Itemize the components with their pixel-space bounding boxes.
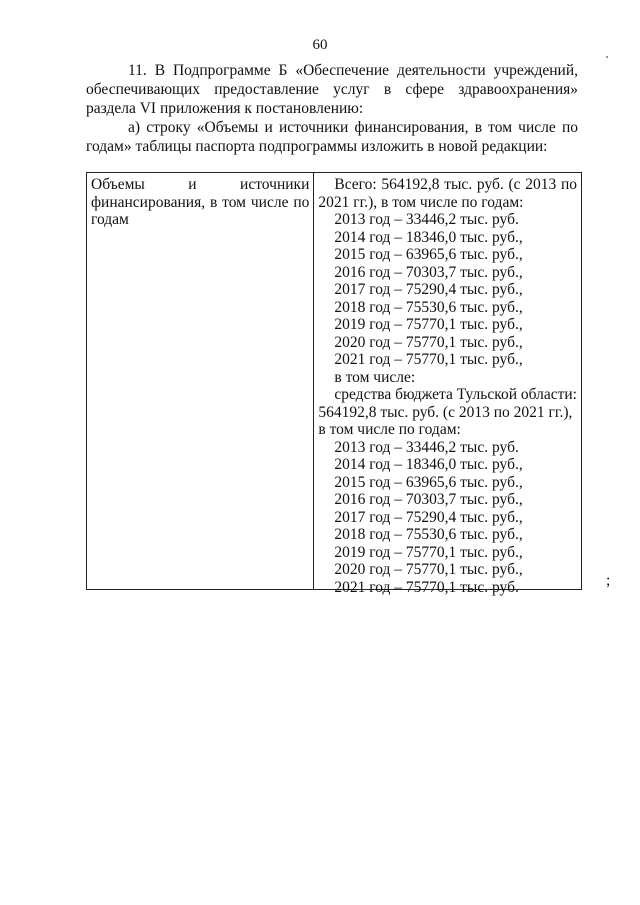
year-line: 2021 год – 75770,1 тыс. руб., <box>334 351 523 368</box>
year-line: 2019 год – 75770,1 тыс. руб., <box>334 316 523 333</box>
budget-year-line: 2017 год – 75290,4 тыс. руб., <box>334 508 523 526</box>
including-line: в том числе: <box>334 368 416 386</box>
passport-table <box>86 172 582 596</box>
budget-year-line: 2021 год – 75770,1 тыс. руб. <box>334 578 519 596</box>
budget-year-line: 2013 год – 33446,2 тыс. руб. <box>334 438 519 456</box>
paragraph-item-11: 11. В Подпрограмме Б «Обеспечение деятельности учреждений, обеспечивающих предоставление услуг в сфере здравоохранения» раздела VI приложения к постановлению: <box>86 62 578 117</box>
label-line: годам <box>91 211 129 228</box>
label-line: Объемы и источники <box>91 176 310 193</box>
page-number: 60 <box>312 37 328 53</box>
label-line: финансирования, в том числе по <box>91 193 310 211</box>
table-cell-label <box>87 173 314 589</box>
total-line: Всего: 564192,8 тыс. руб. (с 2013 по <box>334 176 577 193</box>
total-line: 2021 гг.), в том числе по годам: <box>318 193 524 211</box>
budget-line: средства бюджета Тульской области: <box>334 386 577 403</box>
trailing-semicolon: ; <box>606 572 611 589</box>
budget-year-line: 2015 год – 63965,6 тыс. руб., <box>334 473 523 491</box>
year-line: 2013 год – 33446,2 тыс. руб. <box>334 211 519 228</box>
paragraph-subitem-a: а) строку «Объемы и источники финансирования, в том числе по годам» таблицы паспорта подпрограммы изложить в новой редакции: <box>86 119 578 155</box>
year-line: 2017 год – 75290,4 тыс. руб., <box>334 281 523 298</box>
year-line: 2018 год – 75530,6 тыс. руб., <box>334 298 523 316</box>
year-line: 2015 год – 63965,6 тыс. руб., <box>334 246 523 263</box>
year-line: 2020 год – 75770,1 тыс. руб., <box>334 333 523 351</box>
budget-line: в том числе по годам: <box>318 421 461 438</box>
year-line: 2016 год – 70303,7 тыс. руб., <box>334 263 523 281</box>
budget-year-line: 2014 год – 18346,0 тыс. руб., <box>334 456 523 473</box>
budget-year-line: 2016 год – 70303,7 тыс. руб., <box>334 491 523 508</box>
budget-year-line: 2019 год – 75770,1 тыс. руб., <box>334 543 523 561</box>
table-cell-value <box>314 173 581 596</box>
scan-speck <box>606 56 608 58</box>
budget-year-line: 2018 год – 75530,6 тыс. руб., <box>334 526 523 543</box>
budget-year-line: 2020 год – 75770,1 тыс. руб., <box>334 561 523 578</box>
year-line: 2014 год – 18346,0 тыс. руб., <box>334 228 523 246</box>
budget-line: 564192,8 тыс. руб. (с 2013 по 2021 гг.), <box>318 403 573 421</box>
